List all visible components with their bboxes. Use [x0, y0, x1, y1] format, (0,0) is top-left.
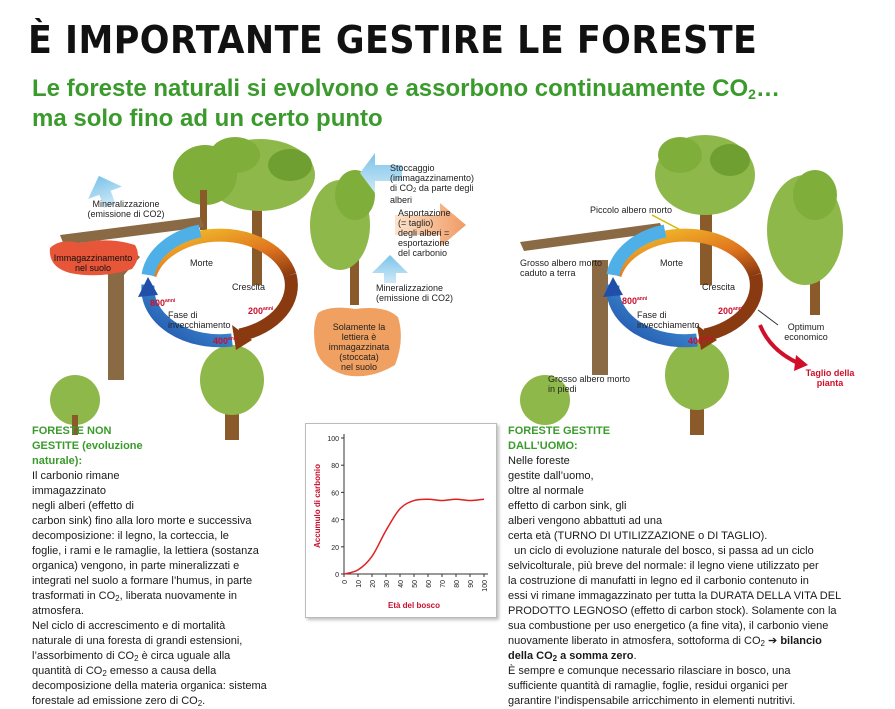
left-text-block	[32, 424, 294, 709]
right-label-grosso-caduto-l2: caduto a terra	[520, 268, 602, 278]
right-l14b: a somma zero	[557, 650, 633, 662]
right-l13a: nuovamente liberato in atmosfera, sottoforma di CO	[508, 635, 761, 647]
left-p1-l9	[32, 589, 294, 604]
right-l14-sub: 2	[553, 654, 557, 663]
left-arrow-mineralizzazione-low	[372, 255, 408, 283]
right-label-optimum	[776, 322, 836, 342]
left-heading-l1: FORESTE NON	[32, 424, 294, 439]
left-p2-l4-sub: 2	[102, 669, 106, 678]
left-label-asportazione-l2: (= taglio)	[398, 218, 468, 228]
left-label-stoccaggio-l3	[390, 183, 480, 195]
right-label-grosso-piedi-l2: in piedi	[548, 384, 630, 394]
right-label-piccolo: Piccolo albero morto	[590, 205, 672, 215]
left-cycle	[138, 231, 291, 350]
right-l6: certa età (TURNO DI UTILIZZAZIONE o DI TAGLIO).	[508, 529, 888, 544]
right-l11: PRODOTTO LEGNOSO (effetto di carbon stock). Solamente con la	[508, 604, 888, 619]
page-subtitle	[32, 75, 780, 132]
right-l13-sub: 2	[761, 639, 765, 648]
chart-xtick-label: 60	[426, 580, 433, 588]
left-p1-l1: Il carbonio rimane	[32, 469, 294, 484]
right-l7: un ciclo di evoluzione naturale del bosco, si passa ad un ciclo	[508, 544, 888, 559]
right-label-taglio	[800, 368, 860, 388]
left-p1-l9b: , liberata nuovamente in	[120, 590, 237, 602]
left-label-800-num: 800	[150, 298, 165, 308]
right-l3: oltre al normale	[508, 484, 888, 499]
left-p1-l10: atmosfera.	[32, 604, 294, 619]
right-label-taglio-l2: pianta	[800, 378, 860, 388]
page-title: È IMPORTANTE GESTIRE LE FORESTE	[28, 18, 757, 62]
left-p1-l9a: trasformati in CO	[32, 590, 115, 602]
chart-xtick-label: 100	[482, 580, 489, 592]
left-heading-l3: naturale):	[32, 454, 294, 469]
chart-xtick-label: 10	[356, 580, 363, 588]
right-text-block	[508, 424, 888, 709]
left-p1-l9-sub: 2	[115, 594, 119, 603]
right-label-800-num: 800	[622, 296, 637, 306]
left-label-stoccaggio-l1: Stoccaggio	[390, 163, 480, 173]
left-label-200	[248, 304, 273, 316]
left-p2-l4a: quantità di CO	[32, 665, 102, 677]
left-p1-l2: immagazzinato	[32, 484, 294, 499]
subtitle-line2: ma solo fino ad un certo punto	[32, 105, 780, 132]
chart-y-label: Accumulo di carbonio	[313, 464, 322, 548]
left-label-mineralizzazione-top	[80, 199, 172, 219]
subtitle-sub: 2	[748, 86, 756, 102]
right-l4: effetto di carbon sink, gli	[508, 499, 888, 514]
right-label-fase-l1: Fase di	[637, 310, 700, 320]
left-label-asportazione-l1: Asportazione	[398, 208, 468, 218]
right-label-grosso-caduto	[520, 258, 602, 278]
right-l5: alberi vengono abbattuti ad una	[508, 514, 888, 529]
right-label-800-anni: anni	[637, 296, 647, 302]
chart-ytick-label: 100	[327, 436, 339, 443]
chart-x-label: Età del bosco	[388, 601, 440, 610]
left-label-fase-l1: Fase di	[168, 310, 231, 320]
left-label-crescita: Crescita	[232, 282, 265, 292]
left-p2-l3-sub: 2	[134, 654, 138, 663]
right-label-grosso-piedi	[548, 374, 630, 394]
carbon-chart-svg	[306, 424, 496, 617]
left-label-lettiera-l3: immagazzinata	[318, 342, 400, 352]
left-label-stoccaggio-l2: (immagazzinamento)	[390, 173, 480, 183]
left-p2-l4	[32, 664, 294, 679]
left-p2-l3b: è circa uguale alla	[139, 650, 231, 662]
left-p1-l4: carbon sink) fino alla loro morte e successiva	[32, 514, 294, 529]
chart-xtick-label: 90	[468, 580, 475, 588]
left-label-lettiera-l2: lettiera è	[318, 332, 400, 342]
left-label-immagazzinamento-l2: nel suolo	[52, 263, 134, 273]
chart-xtick-label: 50	[412, 580, 419, 588]
right-l10: essi vi rimane immagazzinato per tutta la DURATA DELLA VITA DEL	[508, 589, 888, 604]
left-label-asportazione-l3: degli alberi =	[398, 228, 468, 238]
left-label-stoccaggio-l4: alberi	[390, 195, 480, 205]
left-label-stoccaggio-l3a: di CO	[390, 183, 413, 193]
right-l14	[508, 649, 888, 664]
left-label-asportazione	[398, 208, 468, 258]
left-label-400-anni: anni	[228, 336, 238, 342]
left-p2-l1: Nel ciclo di accrescimento e di mortalità	[32, 619, 294, 634]
left-label-lettiera	[318, 322, 400, 372]
right-label-optimum-l1: Optimum	[776, 322, 836, 332]
left-label-morte: Morte	[190, 258, 213, 268]
left-label-400-num: 400	[213, 336, 228, 346]
right-label-200-anni: anni	[733, 306, 743, 312]
right-l13c: bilancio	[780, 635, 822, 647]
right-l15: È sempre e comunque necessario rilasciare in bosco, una	[508, 664, 888, 679]
right-l14a: della CO	[508, 650, 553, 662]
subtitle-line1: Le foreste naturali si evolvono e assorbono continuamente CO	[32, 75, 748, 102]
chart-xtick-label: 20	[370, 580, 377, 588]
chart-ytick-label: 80	[331, 463, 339, 470]
right-heading-l1: FORESTE GESTITE	[508, 424, 888, 439]
chart-ytick-label: 60	[331, 490, 339, 497]
left-label-200-anni: anni	[263, 306, 273, 312]
left-p2-l2: naturale di una foresta di grandi estensioni,	[32, 634, 294, 649]
left-p2-l6a: forestale ad emissione zero di CO	[32, 695, 198, 707]
left-heading-l2: GESTITE (evoluzione	[32, 439, 294, 454]
chart-ytick-label: 40	[331, 518, 339, 525]
left-label-lettiera-l1: Solamente la	[318, 322, 400, 332]
left-label-mineralizzazione-top-l2: (emissione di CO2)	[80, 209, 172, 219]
left-p2-l3a: l’assorbimento di CO	[32, 650, 134, 662]
right-l2: gestite dall’uomo,	[508, 469, 888, 484]
left-label-stoccaggio-sub: 2	[413, 188, 416, 194]
right-label-taglio-l1: Taglio della	[800, 368, 860, 378]
subtitle-ellipsis: …	[756, 75, 780, 102]
chart-series-line	[344, 499, 484, 574]
left-p1-l7: organica) vengono, in parte mineralizzati e	[32, 559, 294, 574]
chart-ytick-label: 20	[331, 545, 339, 552]
left-label-asportazione-l5: del carbonio	[398, 248, 468, 258]
left-label-fase	[168, 310, 231, 330]
left-p2-l6b: .	[202, 695, 205, 707]
right-heading-l2: DALL’UOMO:	[508, 439, 888, 454]
right-label-400	[688, 334, 713, 346]
right-label-morte: Morte	[660, 258, 683, 268]
chart-xtick-label: 0	[342, 580, 349, 584]
left-p1-l6: foglie, i rami e le ramaglie, la lettiera (sostanza	[32, 544, 294, 559]
chart-xtick-label: 80	[454, 580, 461, 588]
right-label-crescita: Crescita	[702, 282, 735, 292]
left-label-lettiera-l5: nel suolo	[318, 362, 400, 372]
left-label-200-num: 200	[248, 306, 263, 316]
right-label-grosso-caduto-l1: Grosso albero morto	[520, 258, 602, 268]
left-label-immagazzinamento-l1: Immagazzinamento	[52, 253, 134, 263]
left-label-lettiera-l4: (stoccata)	[318, 352, 400, 362]
right-label-800	[622, 294, 647, 306]
chart-xtick-label: 70	[440, 580, 447, 588]
left-p2-l4b: emesso a causa della	[107, 665, 216, 677]
left-label-asportazione-l4: esportazione	[398, 238, 468, 248]
left-p2-l3	[32, 649, 294, 664]
left-label-mineralizzazione-low	[376, 283, 471, 303]
left-label-stoccaggio-l3b: da parte degli	[416, 183, 473, 193]
right-l8: selvicolturale, più breve del normale: il legno viene utilizzato per	[508, 559, 888, 574]
left-p1-l5: decomposizione: il legno, la corteccia, le	[32, 529, 294, 544]
left-label-800	[150, 296, 175, 308]
left-p2-l5: decomposizione della materia organica: sistema	[32, 679, 294, 694]
left-label-mineralizzazione-low-l1: Mineralizzazione	[376, 283, 471, 293]
right-l17: garantire l’indispensabile arricchimento in elementi nutritivi.	[508, 694, 888, 709]
left-label-800-anni: anni	[165, 298, 175, 304]
left-label-stoccaggio	[390, 163, 480, 205]
left-p2-l6-sub: 2	[198, 699, 202, 708]
right-label-400-anni: anni	[703, 336, 713, 342]
right-label-200-num: 200	[718, 306, 733, 316]
left-p2-l6	[32, 694, 294, 709]
right-label-grosso-piedi-l1: Grosso albero morto	[548, 374, 630, 384]
chart-ytick-label: 0	[335, 572, 339, 579]
left-label-immagazzinamento	[52, 253, 134, 273]
right-label-400-num: 400	[688, 336, 703, 346]
carbon-chart	[305, 423, 497, 618]
left-label-mineralizzazione-top-l1: Mineralizzazione	[80, 199, 172, 209]
right-label-fase	[637, 310, 700, 330]
right-label-200	[718, 304, 743, 316]
right-l13b: ➔	[765, 635, 780, 647]
chart-xtick-label: 40	[398, 580, 405, 588]
chart-xtick-label: 30	[384, 580, 391, 588]
right-l16: sufficiente quantità di ramaglie, foglie, residui organici per	[508, 679, 888, 694]
right-l13	[508, 634, 888, 649]
right-label-fase-l2: invecchiamento	[637, 320, 700, 330]
left-p1-l8: integrati nel suolo a formare l’humus, in parte	[32, 574, 294, 589]
left-label-fase-l2: invecchiamento	[168, 320, 231, 330]
right-l1: Nelle foreste	[508, 454, 888, 469]
right-l9: la costruzione di manufatti in legno ed il carbonio contenuto in	[508, 574, 888, 589]
left-label-mineralizzazione-low-l2: (emissione di CO2)	[376, 293, 471, 303]
right-l14c: .	[634, 650, 637, 662]
right-l12: sua combustione per uso energetico (a fine vita), il carbonio viene	[508, 619, 888, 634]
left-p1-l3: negli alberi (effetto di	[32, 499, 294, 514]
right-label-optimum-l2: economico	[776, 332, 836, 342]
left-label-400	[213, 334, 238, 346]
